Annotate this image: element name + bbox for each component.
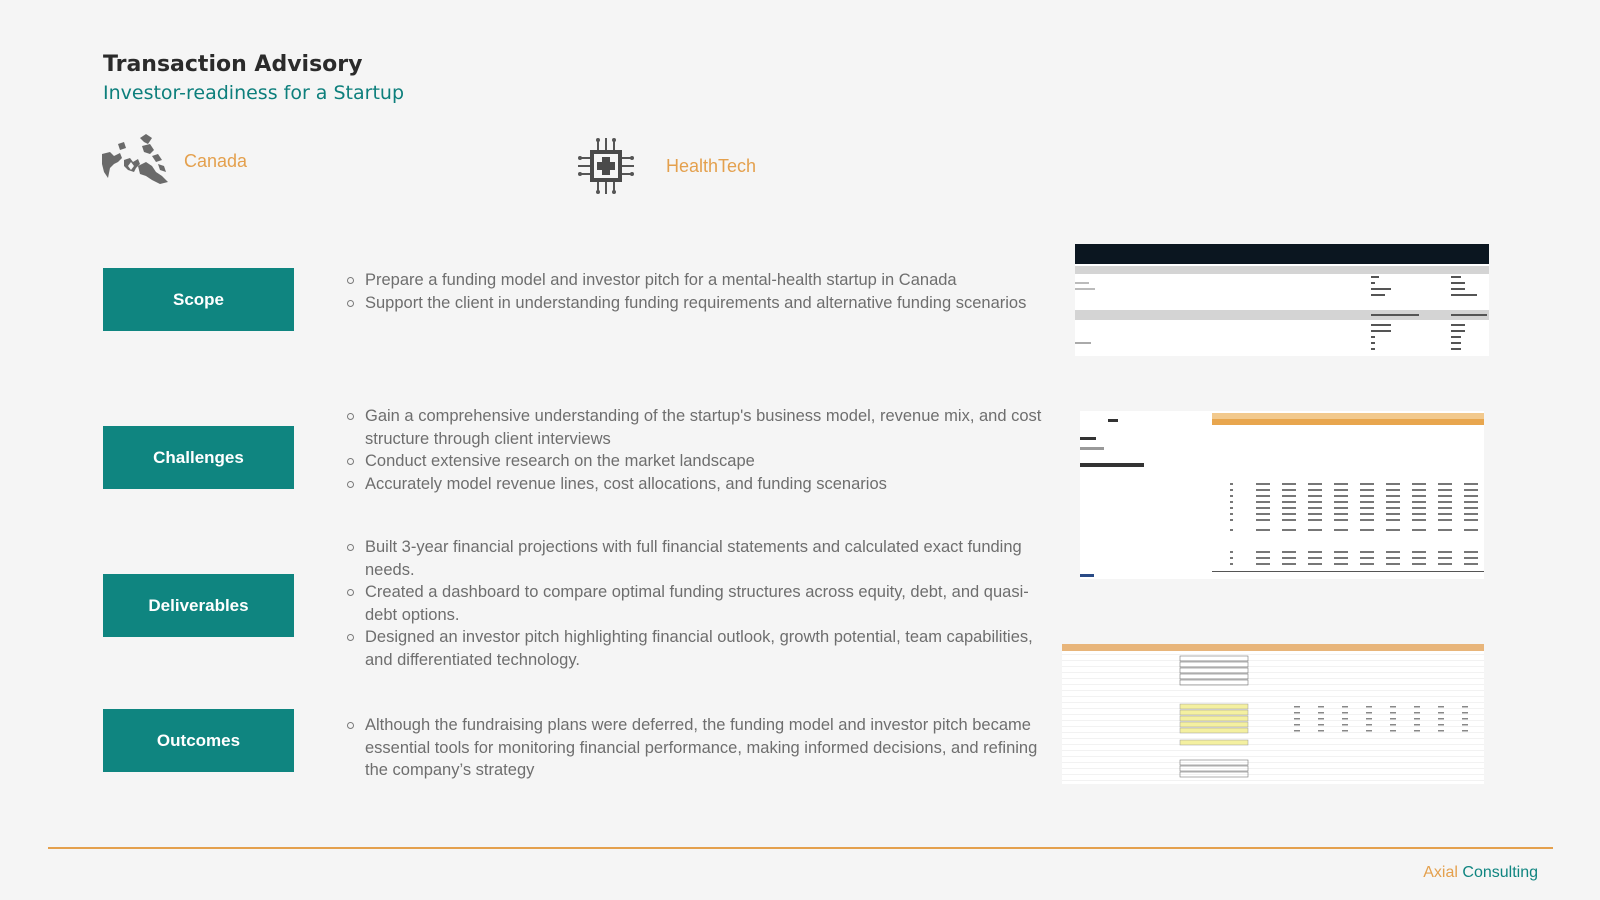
page-title: Transaction Advisory <box>103 52 363 77</box>
list-item: Created a dashboard to compare optimal funding structures across equity, debt, and quasi-debt options. <box>346 581 1051 626</box>
outcomes-label-box: Outcomes <box>103 709 294 772</box>
challenges-bullets <box>346 405 1051 495</box>
brand-part-1: Axial <box>1423 864 1458 881</box>
brand-part-2: Consulting <box>1462 864 1538 881</box>
country-tag <box>100 132 247 190</box>
page-subtitle: Investor-readiness for a Startup <box>103 82 405 104</box>
list-item: Conduct extensive research on the market landscape <box>346 450 1051 473</box>
industry-label: HealthTech <box>666 155 757 176</box>
brand-logo-text <box>1423 864 1538 882</box>
spreadsheet-thumbnail-capex <box>1080 411 1484 579</box>
canada-map-icon <box>100 132 174 190</box>
spreadsheet-thumbnail-image <box>1062 644 1484 784</box>
list-item: Prepare a funding model and investor pitch for a mental-health startup in Canada <box>346 269 1051 292</box>
challenges-label-box: Challenges <box>103 426 294 489</box>
deliverables-label-box: Deliverables <box>103 574 294 637</box>
scope-label-box: Scope <box>103 268 294 331</box>
list-item: Gain a comprehensive understanding of the startup's business model, revenue mix, and cost structure through client interviews <box>346 405 1051 450</box>
spreadsheet-thumbnail-cap-table <box>1075 244 1489 356</box>
footer-divider <box>48 847 1553 849</box>
list-item: Designed an investor pitch highlighting financial outlook, growth potential, team capabilities, and differentiated technology. <box>346 626 1051 671</box>
country-label: Canada <box>184 150 248 171</box>
health-chip-icon <box>578 138 634 194</box>
list-item: Support the client in understanding funding requirements and alternative funding scenarios <box>346 292 1051 315</box>
spreadsheet-thumbnail-growth <box>1062 644 1484 784</box>
outcomes-bullets <box>346 714 1051 782</box>
spreadsheet-thumbnail-image <box>1075 244 1489 356</box>
list-item: Although the fundraising plans were deferred, the funding model and investor pitch became essential tools for monitoring financial performance, making informed decisions, and refining the company’s strategy <box>346 714 1051 782</box>
spreadsheet-thumbnail-image <box>1080 411 1484 579</box>
scope-bullets <box>346 269 1051 314</box>
list-item: Built 3-year financial projections with full financial statements and calculated exact funding needs. <box>346 536 1051 581</box>
list-item: Accurately model revenue lines, cost allocations, and funding scenarios <box>346 473 1051 496</box>
deliverables-bullets <box>346 536 1051 671</box>
industry-tag <box>578 138 756 194</box>
